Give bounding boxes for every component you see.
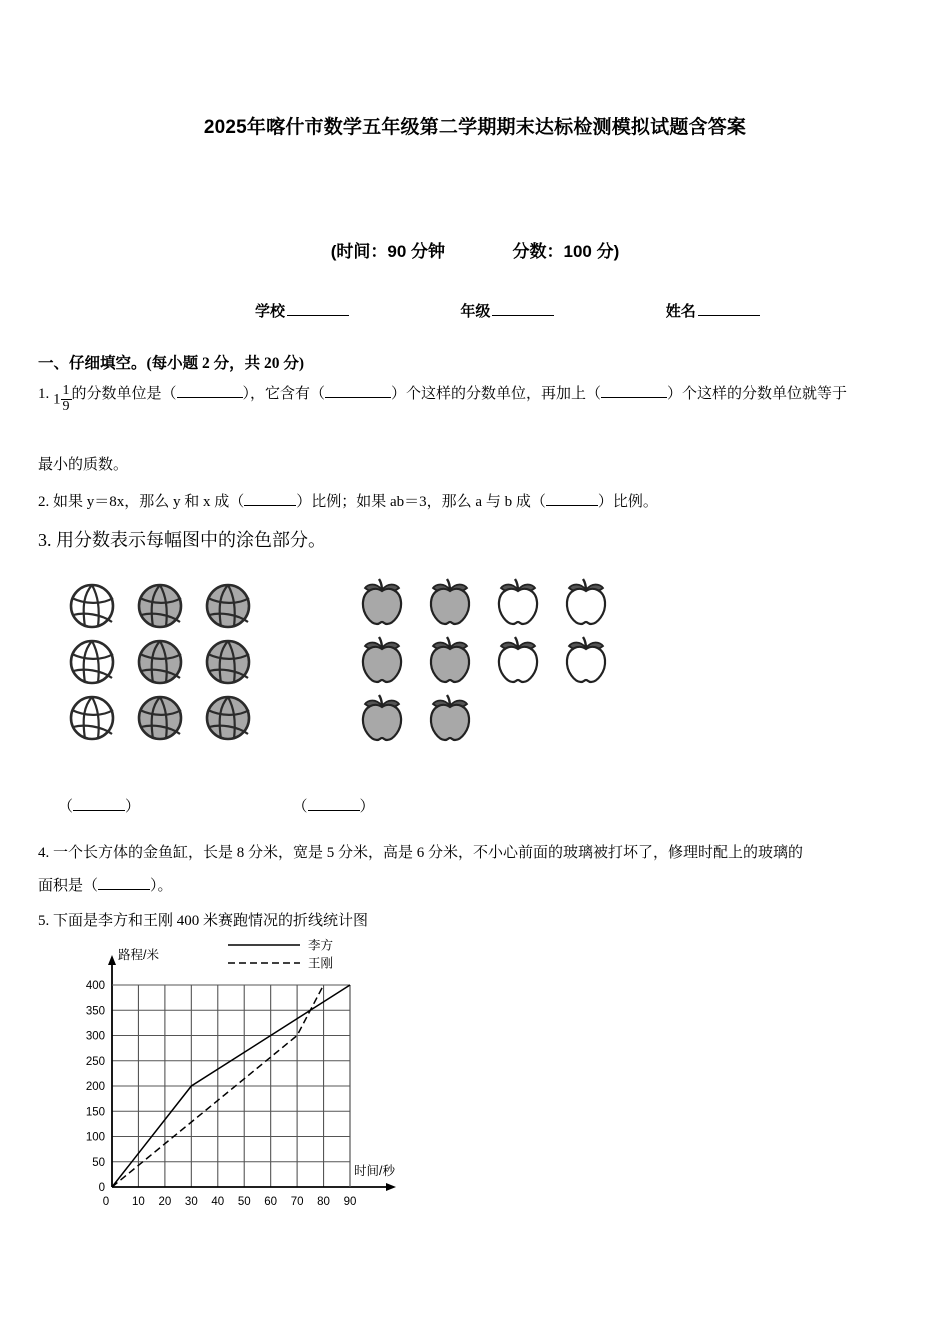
fraction-numerator: 1 [62, 383, 70, 399]
basketball-icon-shaded [204, 694, 252, 742]
fraction-denominator: 9 [62, 399, 70, 415]
chart-svg [60, 935, 420, 1235]
basketball-icon-shaded [136, 694, 184, 742]
apple-cell [416, 630, 484, 688]
x-tick-label: 40 [211, 1196, 225, 1208]
q3-answer-blank-2[interactable] [308, 799, 360, 811]
question-3 [38, 525, 918, 557]
answer-blank-1a[interactable] [177, 386, 243, 398]
answer-blank-4[interactable] [98, 878, 150, 890]
apple-icon-shaded [356, 690, 408, 744]
question-4 [38, 840, 928, 866]
legend-label-王刚: 王刚 [308, 956, 334, 971]
basketball-row [58, 578, 262, 634]
mixed-fraction [53, 385, 72, 415]
basketball-icon [68, 582, 116, 630]
question-1-number: 1. [38, 386, 50, 402]
x-axis-arrow [386, 1183, 396, 1191]
question-2-part-a: 如果 y＝8x，那么 y 和 x 成（ [53, 494, 245, 510]
basketball-group [58, 578, 262, 746]
apple-cell [552, 630, 620, 688]
x-tick-label: 10 [132, 1196, 145, 1208]
question-2-part-b: ）比例；如果 ab＝3，那么 a 与 b 成（ [296, 494, 546, 510]
field-school-input[interactable] [287, 303, 349, 316]
basketball-icon [68, 694, 116, 742]
y-tick-label: 150 [85, 1106, 105, 1119]
mixed-whole: 1 [53, 392, 61, 408]
basketball-icon-shaded [204, 582, 252, 630]
question-1-part-b: ），它含有（ [242, 386, 326, 402]
apple-cell [552, 572, 620, 630]
exam-score: 分数：100 分) [512, 242, 620, 261]
field-name [666, 300, 760, 321]
race-line-chart [60, 935, 420, 1235]
question-1-line2-text: 最小的质数。 [38, 457, 129, 473]
basketball-cell [58, 578, 126, 634]
question-4-number: 4. [38, 845, 50, 861]
question-4-line2 [38, 873, 928, 899]
x-tick-label: 0 [102, 1196, 110, 1208]
basketball-cell [126, 690, 194, 746]
basketball-icon-shaded [136, 582, 184, 630]
question-1 [38, 381, 918, 416]
legend-label-李方: 李方 [308, 938, 334, 953]
question-4-line1: 一个长方体的金鱼缸，长是 8 分米，宽是 5 分米，高是 6 分米，不小心前面的玻璃被打坏了，修理时配上的玻璃的 [53, 845, 804, 861]
apple-icon-shaded [424, 690, 476, 744]
question-1-part-d: ）个这样的分数单位就等于 [667, 386, 848, 402]
question-4-line2-b: ）。 [150, 878, 173, 894]
x-tick-label: 90 [343, 1196, 357, 1208]
apple-cell [348, 572, 416, 630]
basketball-cell [194, 578, 262, 634]
y-tick-label: 100 [85, 1131, 105, 1144]
apple-icon [560, 632, 612, 686]
apple-cell [348, 630, 416, 688]
basketball-cell [58, 634, 126, 690]
y-tick-label: 0 [98, 1182, 105, 1194]
q3-answer-blank-1[interactable] [73, 799, 125, 811]
x-tick-label: 70 [290, 1196, 304, 1208]
y-axis-arrow [108, 955, 116, 965]
x-tick-label: 80 [317, 1196, 330, 1208]
x-tick-label: 30 [184, 1196, 198, 1208]
apple-group [348, 572, 620, 746]
question-1-line2 [38, 452, 918, 478]
chart-legend [228, 938, 333, 971]
student-fields [255, 300, 760, 321]
basketball-cell [126, 578, 194, 634]
chart-gridlines [112, 985, 350, 1187]
apple-icon-shaded [356, 632, 408, 686]
y-tick-label: 200 [85, 1081, 105, 1093]
answer-blank-2b[interactable] [546, 494, 598, 506]
y-tick-label: 50 [92, 1156, 105, 1169]
apple-row [348, 630, 620, 688]
apple-cell [348, 688, 416, 746]
q3-ans1-open: （ [58, 799, 74, 815]
basketball-icon [68, 638, 116, 686]
question-5-text: 下面是李方和王刚 400 米赛跑情况的折线统计图 [53, 913, 369, 929]
answer-blank-1c[interactable] [601, 386, 667, 398]
chart-axis-titles [118, 947, 395, 1178]
field-name-input[interactable] [698, 303, 760, 316]
question-3-answers [58, 795, 375, 816]
question-1-part-c: ）个这样的分数单位，再加上（ [391, 386, 602, 402]
apple-icon [492, 632, 544, 686]
basketball-icon-shaded [204, 638, 252, 686]
field-grade [460, 300, 554, 321]
question-5-number: 5. [38, 913, 50, 929]
section-heading: 一、仔细填空。(每小题 2 分，共 20 分) [38, 355, 305, 372]
question-2-part-c: ）比例。 [597, 494, 658, 510]
basketball-row [58, 634, 262, 690]
chart-tick-labels [86, 980, 357, 1208]
x-tick-label: 50 [237, 1196, 251, 1208]
field-name-label: 姓名 [665, 303, 696, 320]
question-4-line2-a: 面积是（ [38, 878, 99, 894]
field-school [255, 300, 349, 321]
apple-icon [492, 574, 544, 628]
apple-row [348, 688, 620, 746]
apple-cell [416, 572, 484, 630]
question-1-part-a: 的分数单位是（ [71, 386, 177, 402]
y-tick-label: 250 [85, 1055, 105, 1068]
question-2-number: 2. [38, 494, 50, 510]
field-school-label: 学校 [255, 303, 286, 320]
y-tick-label: 350 [85, 1005, 105, 1018]
apple-row [348, 572, 620, 630]
exam-meta [0, 237, 950, 262]
x-axis-title: 时间/秒 [354, 1164, 395, 1178]
basketball-cell [126, 634, 194, 690]
field-grade-input[interactable] [492, 303, 554, 316]
answer-blank-2a[interactable] [244, 494, 296, 506]
basketball-icon-shaded [136, 638, 184, 686]
question-2 [38, 489, 918, 515]
basketball-row [58, 690, 262, 746]
q3-ans2-open: （ [292, 799, 308, 815]
answer-blank-1b[interactable] [325, 386, 391, 398]
question-3-text: 用分数表示每幅图中的涂色部分。 [56, 530, 326, 550]
y-axis-title: 路程/米 [118, 948, 159, 962]
question-3-number: 3. [38, 530, 52, 550]
apple-icon-shaded [356, 574, 408, 628]
y-tick-label: 300 [85, 1030, 105, 1043]
basketball-cell [194, 690, 262, 746]
question-5 [38, 908, 928, 934]
apple-cell [416, 688, 484, 746]
apple-icon-shaded [424, 632, 476, 686]
field-grade-label: 年级 [460, 303, 491, 320]
apple-cell [484, 572, 552, 630]
q3-ans2-close: ） [359, 799, 375, 815]
x-tick-label: 20 [158, 1196, 172, 1208]
fraction [61, 384, 72, 414]
apple-icon [560, 574, 612, 628]
apple-cell [484, 630, 552, 688]
page-title: 2025年喀什市数学五年级第二学期期末达标检测模拟试题含答案 [203, 117, 747, 138]
apple-icon-shaded [424, 574, 476, 628]
exam-time: (时间：90 分钟 [330, 242, 446, 261]
q3-ans1-close: ） [125, 799, 141, 815]
basketball-cell [58, 690, 126, 746]
x-tick-label: 60 [264, 1196, 278, 1208]
basketball-cell [194, 634, 262, 690]
y-tick-label: 400 [85, 980, 105, 992]
